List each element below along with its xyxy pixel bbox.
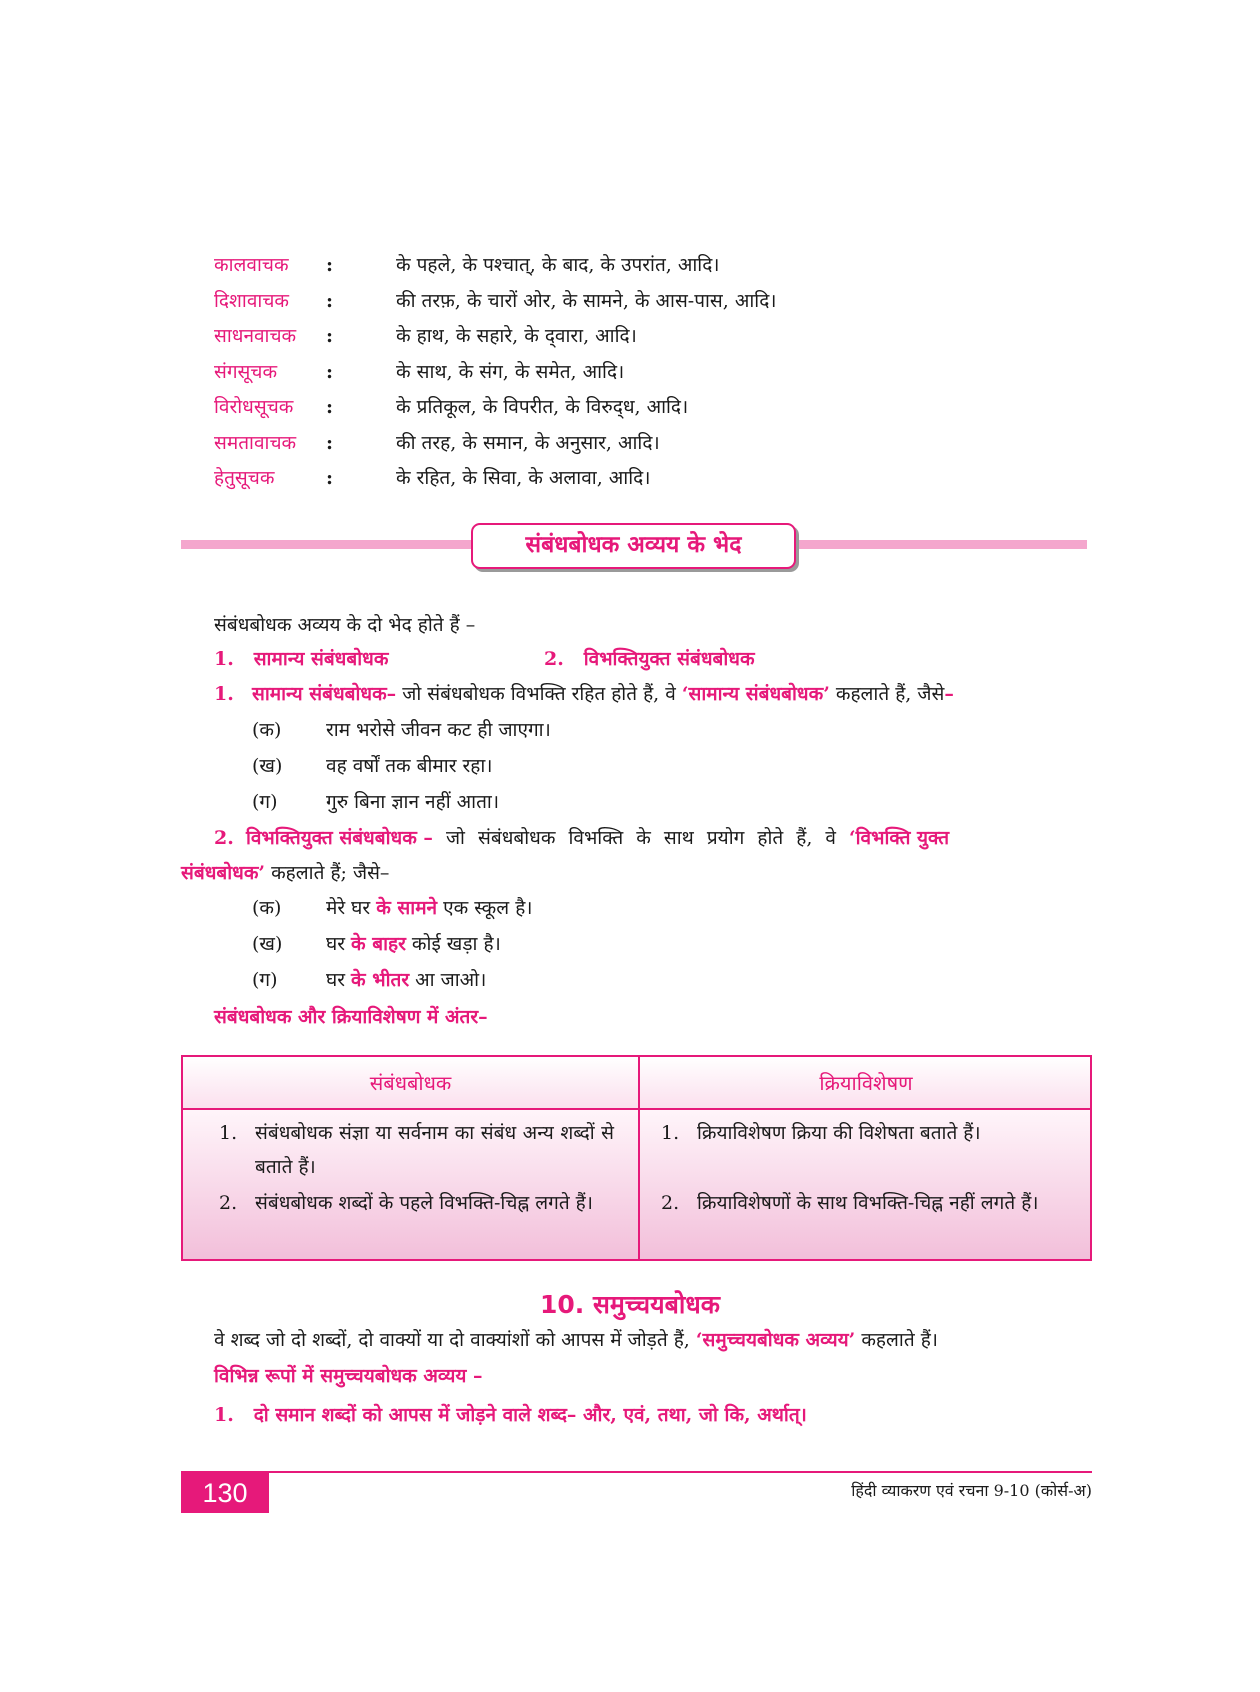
text: जो संबंधबोधक विभक्ति रहित होते हैं, वे [396, 683, 682, 705]
table-cell [219, 1186, 614, 1220]
example-text: कोई खड़ा है। [405, 933, 501, 955]
forms-heading: विभिन्न रूपों में समुच्चयबोधक अव्यय – [214, 1365, 483, 1387]
table-cell [219, 1116, 614, 1184]
list-item [214, 319, 1114, 355]
item-number: 1. [661, 1122, 680, 1144]
colon: : [326, 467, 334, 489]
example-label: (ख) [252, 933, 283, 955]
example-label: (ग) [252, 969, 278, 991]
difference-heading: संबंधबोधक और क्रियाविशेषण में अंतर– [214, 1006, 488, 1028]
description: के हाथ, के सहारे, के द्‌वारा, आदि। [396, 325, 637, 347]
type-1-label [214, 644, 388, 674]
list-item [214, 426, 1114, 462]
colon: : [326, 396, 334, 418]
quoted-term: ‘सामान्य संबंधबोधक’ [681, 683, 830, 705]
type-2-definition [214, 823, 1092, 853]
example-text: घर [326, 969, 352, 991]
example-item [252, 787, 499, 817]
item-text: क्रियाविशेषणों के साथ विभक्ति-चिह्न नहीं लगते हैं। [697, 1192, 1039, 1214]
table-body [183, 1110, 1090, 1259]
colon: : [326, 289, 334, 312]
number: 1. [214, 648, 234, 670]
term: साधनवाचक [214, 325, 297, 347]
example-highlight: के भीतर [351, 969, 410, 991]
example-item [252, 893, 532, 923]
page-number: 130 [181, 1473, 269, 1513]
example-text: घर [326, 933, 352, 955]
intro-text: संबंधबोधक अव्यय के दो भेद होते हैं – [214, 614, 476, 636]
example-highlight: के बाहर [351, 933, 406, 955]
type-2-definition-cont [181, 858, 389, 888]
list-item [214, 284, 1114, 320]
number: 1. [214, 683, 234, 705]
item-text: संबंधबोधक संज्ञा या सर्वनाम का संबंध अन्य शब्दों से बताते हैं। [255, 1122, 614, 1178]
example-item [252, 751, 493, 781]
colon: : [326, 360, 334, 383]
example-highlight: के सामने [376, 897, 438, 919]
item-text: संबंधबोधक शब्दों के पहले विभक्ति-चिह्न लगते हैं। [255, 1192, 593, 1214]
column-header: क्रियाविशेषण [819, 1071, 913, 1095]
list-item [214, 248, 1114, 284]
type-1-definition [214, 679, 954, 709]
term: संगसूचक [214, 360, 278, 383]
example-item [252, 929, 501, 959]
table-cell [661, 1116, 1071, 1150]
term: दिशावाचक [214, 289, 289, 312]
table-cell [661, 1186, 1071, 1220]
example-text: गुरु बिना ज्ञान नहीं आता। [326, 791, 500, 813]
item-number: 2. [219, 1192, 238, 1214]
colon: : [326, 254, 334, 276]
list-item [214, 390, 1114, 426]
item-number: 1. [219, 1122, 238, 1144]
column-header: संबंधबोधक [369, 1071, 452, 1095]
description: की तरफ़, के चारों ओर, के सामने, के आस-पास, आदि। [396, 289, 777, 312]
example-label: (क) [252, 719, 282, 741]
list-item [214, 355, 1114, 391]
type-2-label [544, 644, 755, 674]
preposition-type-list [214, 248, 1114, 497]
table-header [183, 1057, 1090, 1110]
text-end: कहलाते हैं, जैसे [829, 683, 945, 705]
column-divider [638, 1057, 640, 1259]
quoted-term-start: ‘विभक्ति युक्त [849, 827, 950, 849]
colon: : [326, 431, 334, 454]
example-text: आ जाओ। [409, 969, 487, 991]
description: की तरह, के समान, के अनुसार, आदि। [396, 431, 660, 454]
text-end: कहलाते हैं; जैसे– [265, 862, 390, 884]
section-banner: संबंधबोधक अव्यय के भेद [471, 523, 796, 569]
section-title: 10. समुच्चयबोधक [540, 1290, 720, 1319]
colon: : [326, 325, 334, 347]
example-text: राम भरोसे जीवन कट ही जाएगा। [326, 719, 551, 741]
quoted-term: ‘समुच्चयबोधक अव्यय’ [695, 1329, 856, 1351]
example-text: एक स्कूल है। [437, 897, 533, 919]
item-text: क्रियाविशेषण क्रिया की विशेषता बताते हैं। [697, 1122, 981, 1144]
term: हेतुसूचक [214, 467, 275, 489]
description: के पहले, के पश्चात्, के बाद, के उपरांत, आदि। [396, 254, 720, 276]
number: 2. [214, 827, 234, 849]
example-item [252, 715, 551, 745]
dash: – [944, 683, 954, 705]
item-number: 1. [214, 1404, 234, 1426]
term: विरोधसूचक [214, 396, 294, 418]
example-label: (ख) [252, 755, 283, 777]
item-number: 2. [661, 1192, 680, 1214]
term: सामान्य संबंधबोधक– [251, 683, 397, 705]
text: वे शब्द जो दो शब्दों, दो वाक्यों या दो वाक्यांशों को आपस में जोड़ते हैं, [214, 1329, 696, 1351]
example-text: मेरे घर [326, 897, 377, 919]
example-item [252, 965, 486, 995]
label: विभक्तियुक्त संबंधबोधक [583, 648, 755, 670]
example-text: वह वर्षों तक बीमार रहा। [326, 755, 493, 777]
description: के प्रतिकूल, के विपरीत, के विरुद्‌ध, आदि। [396, 396, 689, 418]
term: विभक्तियुक्त संबंधबोधक – [245, 827, 433, 849]
description: के साथ, के संग, के समेत, आदि। [396, 360, 625, 383]
text: जो संबंधबोधक विभक्ति के साथ प्रयोग होते हैं, वे [432, 827, 850, 849]
label: सामान्य संबंधबोधक [253, 648, 389, 670]
number: 2. [544, 648, 564, 670]
item-text: दो समान शब्दों को आपस में जोड़ने वाले शब्द– और, एवं, तथा, जो कि, अर्थात्। [253, 1404, 807, 1426]
section-definition [214, 1325, 938, 1355]
list-item [214, 1400, 807, 1430]
quoted-term-end: संबंधबोधक’ [181, 862, 266, 884]
example-label: (क) [252, 897, 282, 919]
term: कालवाचक [214, 254, 289, 276]
footer-rule [181, 1471, 1092, 1473]
list-item [214, 461, 1114, 497]
term: समतावाचक [214, 431, 297, 454]
description: के रहित, के सिवा, के अलावा, आदि। [396, 467, 651, 489]
book-title: हिंदी व्याकरण एवं रचना 9-10 (कोर्स-अ) [851, 1481, 1092, 1500]
comparison-table [181, 1055, 1092, 1261]
text-end: कहलाते हैं। [855, 1329, 938, 1351]
example-label: (ग) [252, 791, 278, 813]
